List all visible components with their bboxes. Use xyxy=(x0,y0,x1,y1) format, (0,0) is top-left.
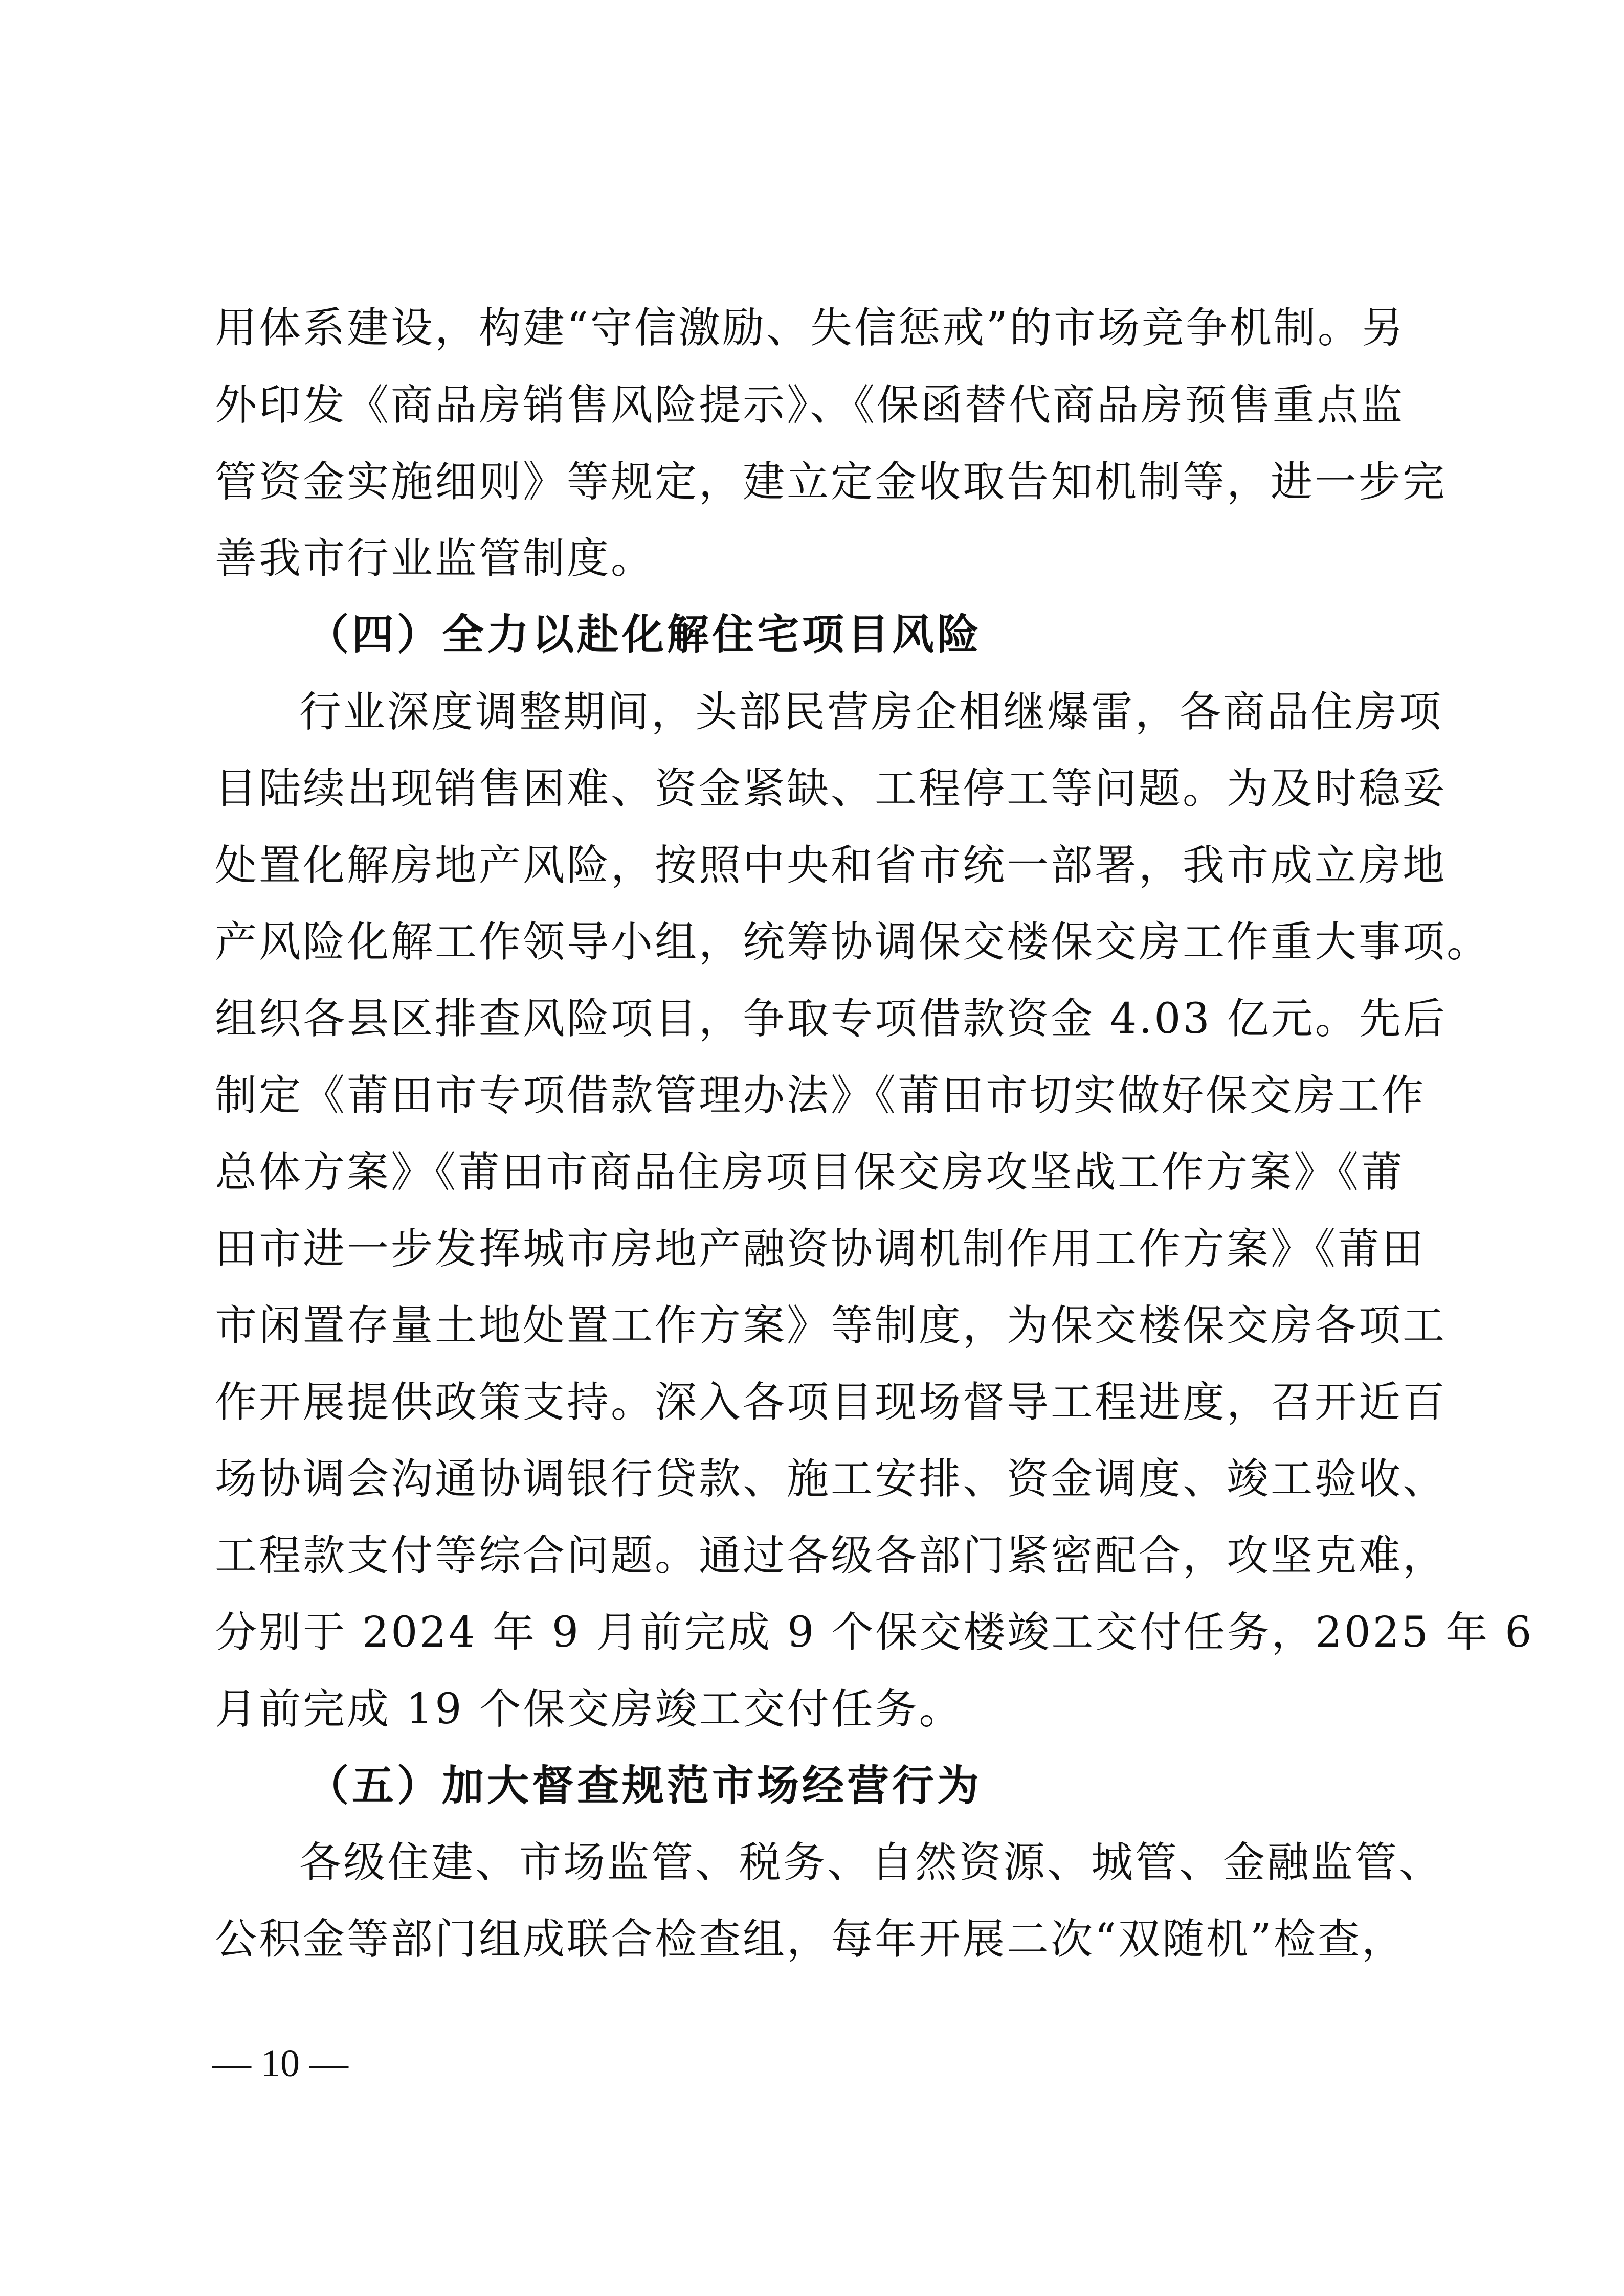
paragraph-line: 田市进一步发挥城市房地产融资协调机制作用工作方案》《莆田 xyxy=(215,1225,1426,1273)
paragraph-line: 市闲置存量土地处置工作方案》等制度，为保交楼保交房各项工 xyxy=(215,1301,1447,1350)
paragraph-line: 场协调会沟通协调银行贷款、施工安排、资金调度、竣工验收、 xyxy=(215,1455,1447,1503)
paragraph-line: 产风险化解工作领导小组，统筹协调保交楼保交房工作重大事项。 xyxy=(215,918,1491,966)
section-heading-5: （五）加大督查规范市场经营行为 xyxy=(307,1762,983,1810)
paragraph-line: 目陆续出现销售困难、资金紧缺、工程停工等问题。为及时稳妥 xyxy=(215,764,1447,813)
paragraph-line: 管资金实施细则》等规定，建立定金收取告知机制等，进一步完 xyxy=(215,458,1447,506)
paragraph-line: 善我市行业监管制度。 xyxy=(215,534,655,583)
paragraph-line: 处置化解房地产风险，按照中央和省市统一部署，我市成立房地 xyxy=(215,841,1447,890)
paragraph-line: 月前完成 19 个保交房竣工交付任务。 xyxy=(215,1685,963,1734)
paragraph-line: 总体方案》《莆田市商品住房项目保交房攻坚战工作方案》《莆 xyxy=(215,1148,1405,1197)
paragraph-line: 组织各县区排查风险项目，争取专项借款资金 4.03 亿元。先后 xyxy=(215,995,1447,1043)
paragraph-line: 公积金等部门组成联合检查组，每年开展二次“双随机”检查， xyxy=(215,1915,1406,1964)
paragraph-line: 各级住建、市场监管、税务、自然资源、城管、金融监管、 xyxy=(299,1838,1443,1887)
paragraph-line: 工程款支付等综合问题。通过各级各部门紧密配合，攻坚克难， xyxy=(215,1532,1447,1580)
page-number: — 10 — xyxy=(212,2042,348,2085)
paragraph-line: 作开展提供政策支持。深入各项目现场督导工程进度，召开近百 xyxy=(215,1378,1447,1427)
paragraph-line: 分别于 2024 年 9 月前完成 9 个保交楼竣工交付任务，2025 年 6 xyxy=(215,1608,1534,1657)
paragraph-line: 制定《莆田市专项借款管理办法》《莆田市切实做好保交房工作 xyxy=(215,1071,1426,1120)
paragraph-line: 用体系建设，构建“守信激励、失信惩戒”的市场竞争机制。另 xyxy=(215,304,1406,352)
paragraph-line: 行业深度调整期间，头部民营房企相继爆雷，各商品住房项 xyxy=(299,688,1443,736)
paragraph-line: 外印发《商品房销售风险提示》、《保函替代商品房预售重点监 xyxy=(215,381,1405,430)
section-heading-4: （四）全力以赴化解住宅项目风险 xyxy=(307,611,983,659)
